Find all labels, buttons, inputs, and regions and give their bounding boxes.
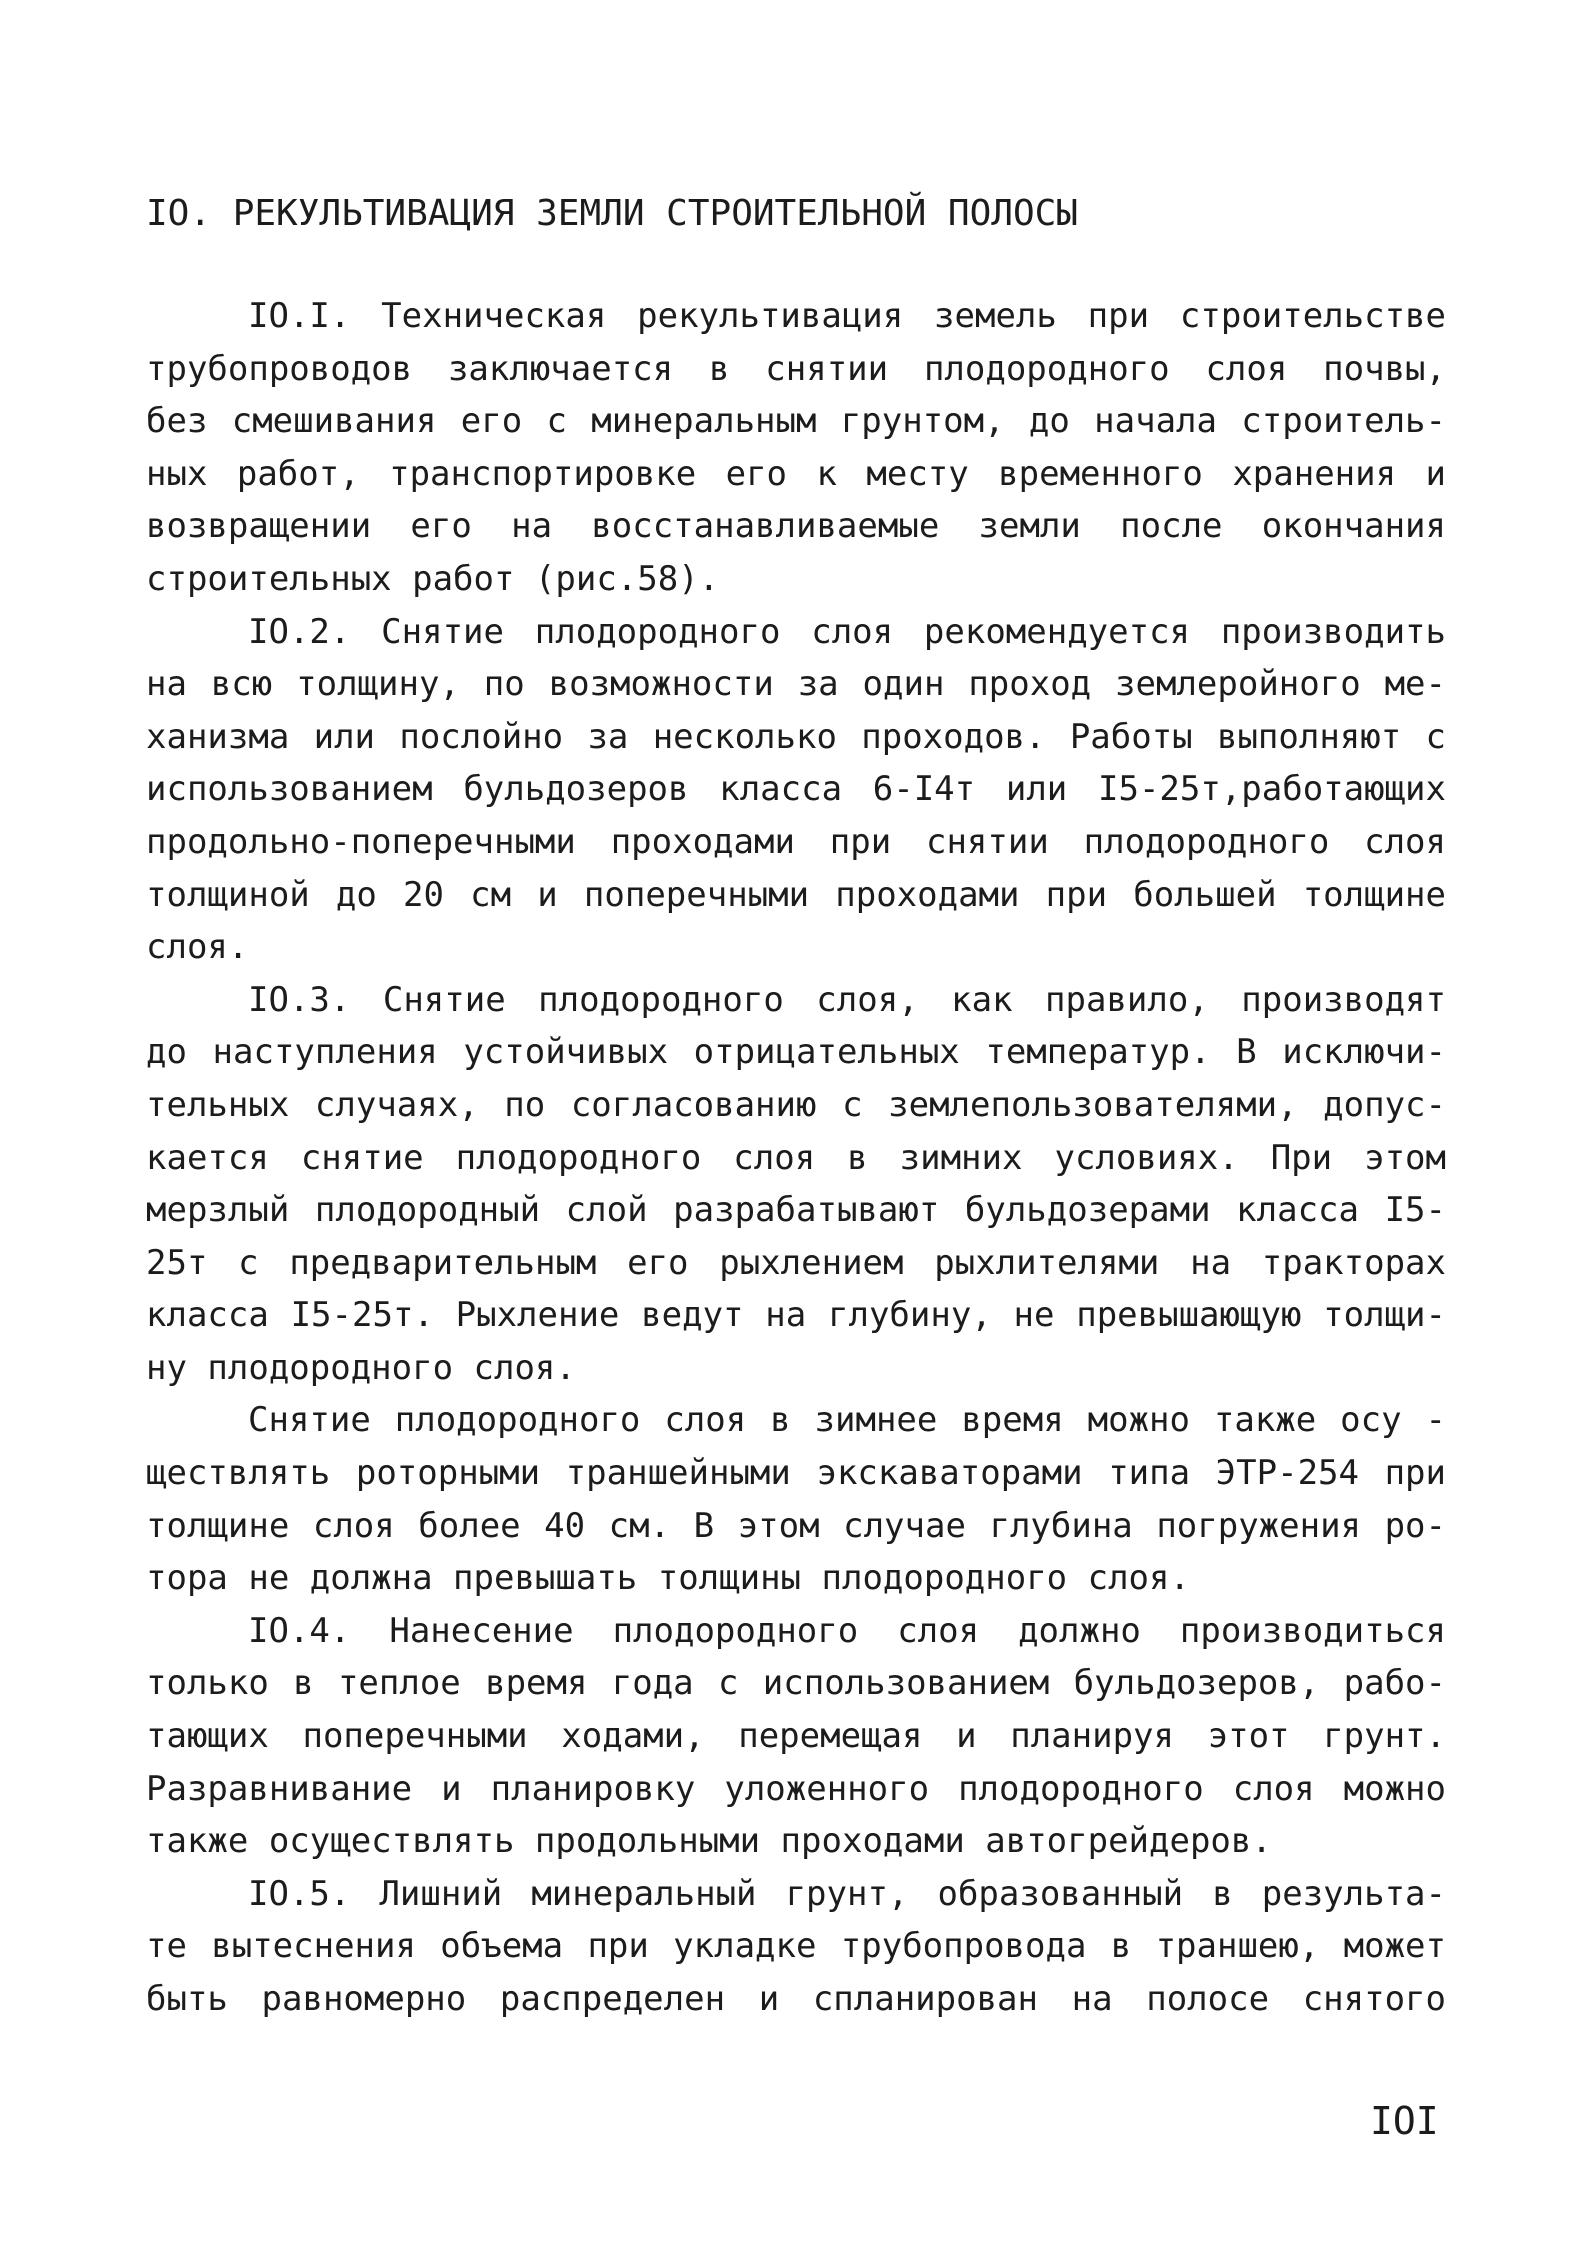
text-line: использованием бульдозеров класса 6-I4т или I5-25т,работающих bbox=[146, 769, 1446, 810]
text-line: ну плодородного слоя. bbox=[146, 1347, 576, 1388]
text-line: Разравнивание и планировку уложенного плодородного слоя можно bbox=[146, 1768, 1446, 1809]
text-line: ществлять роторными траншейными экскаваторами типа ЭТР-254 при bbox=[146, 1453, 1446, 1494]
text-line: IO.4. Нанесение плодородного слоя должно производиться bbox=[248, 1610, 1446, 1651]
text-line: тельных случаях, по согласованию с землепользователями, допус- bbox=[146, 1084, 1446, 1125]
text-line: продольно-поперечными проходами при снятии плодородного слоя bbox=[146, 821, 1446, 862]
text-line: быть равномерно распределен и спланирован на полосе снятого bbox=[146, 1979, 1446, 2019]
text-line: те вытеснения объема при укладке трубопровода в траншею, может bbox=[146, 1926, 1446, 1967]
text-line: без смешивания его с минеральным грунтом, до начала строитель- bbox=[146, 401, 1446, 442]
text-line: толщине слоя более 40 см. В этом случае глубина погружения ро- bbox=[146, 1505, 1446, 1546]
text-line: кается снятие плодородного слоя в зимних условиях. При этом bbox=[146, 1137, 1446, 1178]
text-line: IO.I. Техническая рекультивация земель при строительстве bbox=[248, 296, 1446, 336]
text-line: ных работ, транспортировке его к месту временного хранения и bbox=[146, 453, 1446, 494]
text-line: только в теплое время года с использованием бульдозеров, рабо- bbox=[146, 1663, 1446, 1704]
body-text bbox=[146, 290, 1446, 2026]
text-line: IO.5. Лишний минеральный грунт, образованный в результа- bbox=[248, 1873, 1446, 1914]
text-line: слоя. bbox=[146, 927, 249, 968]
text-line: до наступления устойчивых отрицательных температур. В исключи- bbox=[146, 1032, 1446, 1073]
text-line: класса I5-25т. Рыхление ведут на глубину, не превышающую толщи- bbox=[146, 1295, 1446, 1336]
page-number: IOI bbox=[1370, 2099, 1439, 2143]
text-line: возвращении его на восстанавливаемые земли после окончания bbox=[146, 506, 1446, 547]
text-line: ханизма или послойно за несколько проходов. Работы выполняют с bbox=[146, 716, 1446, 757]
text-line: IO.2. Снятие плодородного слоя рекомендуется производить bbox=[248, 611, 1446, 652]
text-line: тающих поперечными ходами, перемещая и планируя этот грунт. bbox=[146, 1716, 1446, 1757]
text-line: толщиной до 20 см и поперечными проходами при большей толщине bbox=[146, 874, 1446, 915]
text-line: трубопроводов заключается в снятии плодородного слоя почвы, bbox=[146, 348, 1446, 389]
text-line: строительных работ (рис.58). bbox=[146, 558, 720, 599]
section-heading: IO. РЕКУЛЬТИВАЦИЯ ЗЕМЛИ СТРОИТЕЛЬНОЙ ПОЛОСЫ bbox=[146, 193, 1078, 234]
text-line: IO.3. Снятие плодородного слоя, как правило, производят bbox=[248, 979, 1446, 1020]
text-line: мерзлый плодородный слой разрабатывают бульдозерами класса I5- bbox=[146, 1190, 1446, 1231]
text-line: тора не должна превышать толщины плодородного слоя. bbox=[146, 1558, 1190, 1599]
text-line: также осуществлять продольными проходами автогрейдеров. bbox=[146, 1821, 1272, 1862]
text-line: Снятие плодородного слоя в зимнее время можно также осу - bbox=[248, 1400, 1446, 1441]
text-line: на всю толщину, по возможности за один проход землеройного ме- bbox=[146, 664, 1446, 705]
text-line: 25т с предварительным его рыхлением рыхлителями на тракторах bbox=[146, 1242, 1446, 1283]
